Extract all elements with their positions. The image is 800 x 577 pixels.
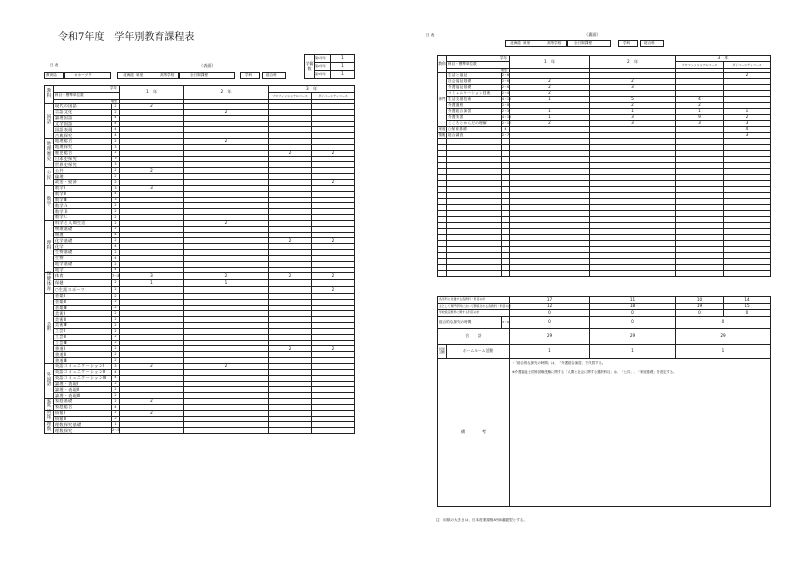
units-y3b: 1 [724, 109, 771, 115]
subject-name: 数学Ⅱ [54, 191, 112, 197]
curriculum-table-back [437, 55, 771, 277]
col-kyoka: 教科 [45, 86, 54, 104]
category-cell: 地理歴史 [45, 139, 54, 168]
standard-units: 2〜8 [502, 102, 510, 107]
subject-name: 地理総合 [54, 139, 112, 145]
subject-name: 音楽Ⅲ [54, 305, 112, 311]
units-y3a [269, 280, 312, 287]
subject-name: 論理・表現Ⅱ [54, 387, 112, 393]
standard-units: 2 [112, 150, 120, 156]
gakusei-row-value: 1 [331, 63, 355, 71]
subject-name: 総合調査 [447, 133, 502, 139]
units-y3a: 9 [676, 115, 724, 121]
units-y1: 2 [120, 104, 184, 110]
sogo-y3: 0 [676, 316, 771, 328]
subject-name: 英語コミュニケーションⅢ [54, 375, 112, 381]
col-kanji: 類型 [54, 100, 120, 104]
standard-units: 3 [112, 197, 120, 203]
units-y3b: 2 [312, 238, 355, 244]
sogo-std: 3〜6 [502, 316, 510, 328]
units-y2: 2 [184, 139, 269, 145]
units-y2: 3 [590, 115, 676, 121]
standard-units: 4 [112, 127, 120, 133]
subject-name: 美術Ⅲ [54, 323, 112, 329]
label-nichi: 日 表 [50, 63, 59, 67]
standard-units: 3 [112, 185, 120, 191]
total-y3b: 15 [724, 303, 771, 310]
category-cell: 家庭 [438, 126, 446, 131]
standard-units: 3 [112, 363, 120, 369]
standard-units: 2 [112, 238, 120, 244]
units-y3b: 3 [724, 133, 771, 139]
label-ura: （裏面） [584, 32, 601, 37]
subject-name: 理数探究基礎 [54, 422, 112, 428]
sogo-y2: 0 [590, 316, 676, 328]
subject-name: 社会福祉基礎 [447, 79, 502, 85]
subject-name: 生活支援技術 [447, 97, 502, 103]
category-cell: 家庭 [45, 399, 54, 411]
subject-row [45, 287, 355, 294]
units-y3a: 1 [676, 109, 724, 115]
subject-name: 生活と福祉 [447, 73, 502, 79]
units-y1 [120, 287, 184, 294]
subject-name: 化学 [54, 244, 112, 250]
units-y3a: 4 [676, 97, 724, 103]
units-y3a: 2 [269, 273, 312, 280]
subject-name: 数学Ⅰ [54, 185, 112, 191]
standard-units: 2 [112, 334, 120, 340]
subject-name: 科学と人間生活 [54, 220, 112, 226]
label-omote: （表面） [199, 63, 216, 68]
subject-name: 家庭総合 [54, 404, 112, 410]
units-y3a [269, 287, 312, 294]
standard-units: 2 [112, 358, 120, 364]
category-cell: 外国語 [45, 363, 54, 398]
standard-units: 1 [112, 422, 120, 428]
subject-name: 数学Ｃ [54, 215, 112, 221]
total-y3a: 10 [676, 297, 724, 304]
standard-units: 7〜8 [112, 273, 120, 280]
subject-name: 書道Ⅲ [54, 358, 112, 364]
standard-units: 2〜4 [502, 90, 510, 95]
gokei-y3: 29 [676, 328, 771, 344]
standard-units: 4 [112, 121, 120, 127]
subject-name: 現代の国語 [54, 104, 112, 110]
subject-name: 文学国語 [54, 121, 112, 127]
standard-units: 4 [112, 232, 120, 238]
units-y1: 2 [510, 79, 590, 85]
standard-units: 2〜3 [502, 108, 510, 113]
standard-units: 4 [112, 191, 120, 197]
standard-units: 3 [112, 162, 120, 168]
header-year2: 2 年 [184, 86, 269, 100]
standard-units: 2 [112, 139, 120, 145]
sogo-label: 総合的な探究の時間 [438, 316, 502, 328]
standard-units: 2〜12 [502, 120, 511, 125]
subject-name: 地学 [54, 267, 112, 273]
header-course-a: プロフェッショナルコース [269, 93, 312, 100]
units-y3b: 2 [312, 346, 355, 352]
standard-units: 2 [112, 168, 120, 174]
gakusei-row-value: 1 [331, 71, 355, 79]
subject-name: 地理探究 [54, 144, 112, 150]
standard-units: 2 [112, 317, 120, 323]
col-kanji-back: 類型 [447, 69, 510, 73]
back-sheet [402, 0, 800, 577]
course-value-back: 全日制課程 [574, 41, 592, 45]
subject-name: 保健 [54, 280, 112, 287]
standard-units: 2 [112, 352, 120, 358]
subject-name: 数学Ｂ [54, 209, 112, 215]
standard-units: 2 [112, 203, 120, 209]
subject-name: 言語文化 [54, 109, 112, 115]
subject-name: ○生涯スポーツ [54, 287, 112, 294]
units-y1: 2 [120, 363, 184, 369]
units-y1: 2 [120, 399, 184, 405]
units-y1: 2 [510, 121, 590, 127]
subject-name: 生物基礎 [54, 250, 112, 256]
category-cell: 国語 [45, 104, 54, 139]
biko-notes [510, 358, 771, 506]
units-y2 [184, 428, 269, 434]
total-y1: 0 [510, 310, 590, 317]
subject-name: 家庭基礎 [54, 399, 112, 405]
units-y2: 2 [184, 220, 269, 226]
standard-units: 2 [112, 346, 120, 352]
subject-name: コミュニケーション技術 [447, 91, 502, 97]
units-y3b: 2 [312, 287, 355, 294]
col-gakunen-back: 学年 [447, 56, 510, 62]
document-title: 令和7年度 学年別教育課程表 [58, 32, 195, 43]
standard-units: 4 [112, 375, 120, 381]
label-nichi-back: 日 表 [426, 33, 435, 37]
units-y2: 5 [590, 97, 676, 103]
units-y1: 1 [510, 109, 590, 115]
header-course-a-back: プロフェッショナルコース [676, 62, 724, 69]
standard-units: 2 [112, 311, 120, 317]
gokei-label: 合 計 [438, 328, 510, 344]
header-course-b-back: ダイバーシティコース [724, 62, 771, 69]
category-cell: 理数 [45, 422, 54, 434]
total-label: 各学科に共通する各教科・科目の計 [438, 297, 510, 304]
note-1: ・「総合的な探究の時間」は、「介護総合演習」で代替する。 [512, 360, 606, 365]
biko-label: 備 考 [438, 358, 510, 506]
units-y3b: 2 [312, 179, 355, 185]
subject-name: 化学基礎 [54, 238, 112, 244]
note-2: ※介護福祉士国家試験受験に関する「人間と社会に関する選択科目」は、「公共」、「家庭基礎」を設定する。 [512, 369, 677, 374]
units-y2: 2 [184, 273, 269, 280]
total-y2: 0 [590, 310, 676, 317]
subject-name: 書道Ⅰ [54, 346, 112, 352]
units-y3a [269, 428, 312, 434]
standard-units: 2 [112, 399, 120, 405]
category-cell: 専門 [438, 73, 447, 127]
hr-y2: 1 [590, 344, 676, 358]
subject-name: 政治・経済 [54, 179, 112, 185]
gokei-y2: 29 [590, 328, 676, 344]
tokubetsu-label: 特別活動 [438, 344, 447, 358]
total-y3b: 0 [724, 310, 771, 317]
subject-name: 体育 [54, 273, 112, 280]
units-y2: 2 [184, 109, 269, 115]
standard-units: 2 [112, 104, 120, 110]
prefecture-value-back: 斜里 [523, 41, 531, 45]
standard-units: 2 [112, 250, 120, 256]
subject-name: 論理・表現Ⅲ [54, 393, 112, 399]
category-cell: 公民 [45, 168, 54, 186]
standard-units: 2 [112, 209, 120, 215]
standard-units: 2 [112, 293, 120, 299]
hr-row [438, 344, 771, 358]
standard-units: 4 [112, 255, 120, 261]
prefecture-label-back: 北海道 [510, 41, 521, 45]
units-y1: 3 [120, 273, 184, 280]
units-y2 [184, 287, 269, 294]
gakusei-row-label: 第2学年 [315, 63, 331, 71]
units-y3b: 3 [724, 121, 771, 127]
standard-units: 2 [112, 215, 120, 221]
subject-name: 書道Ⅱ [54, 352, 112, 358]
subject-name: 情報Ⅰ [54, 410, 112, 416]
col-gakunen: 学年 [54, 86, 120, 93]
subject-name: 歴史総合 [54, 150, 112, 156]
subject-name: 工芸Ⅲ [54, 340, 112, 346]
subject-name: 物理基礎 [54, 226, 112, 232]
gokei-row [438, 328, 771, 344]
footer-note: 注 用紙の大きさは、日本産業規格A列4番縦型とする。 [436, 518, 527, 522]
subject-name: 世界史探究 [54, 162, 112, 168]
standard-units: 2 [112, 261, 120, 267]
subject-name: ○保育基礎 [447, 127, 502, 133]
standard-units: 2 [112, 416, 120, 422]
standard-units: 2 [112, 387, 120, 393]
standard-units: 2 [112, 179, 120, 185]
units-y2: 2 [184, 363, 269, 369]
standard-units: 4〜16 [502, 114, 511, 119]
header-year3-back: 3 年 [676, 56, 771, 62]
kyoikuka-value: オホーツク [74, 73, 92, 77]
standard-units: 2 [112, 226, 120, 232]
units-y3a: 3 [676, 121, 724, 127]
prefecture-label: 北海道 [123, 73, 134, 77]
col-kamoku: 科目・標準単位数 [54, 93, 120, 100]
units-y3b: 2 [724, 73, 771, 79]
units-y3b: 2 [312, 273, 355, 280]
blank-row [438, 271, 771, 277]
prefecture-value: 斜里 [136, 73, 144, 77]
standard-units: 4 [112, 115, 120, 121]
school-value-back: 高等学校 [547, 41, 562, 45]
sogo-row [438, 316, 771, 328]
units-y1: 1 [120, 280, 184, 287]
gakusei-label: 学籍数 [305, 55, 315, 79]
units-y2: 3 [590, 85, 676, 91]
subject-name: 介護福祉基礎 [447, 85, 502, 91]
units-y3b [312, 280, 355, 287]
kyoikuka-label: 教育局 [46, 73, 57, 77]
gakusei-row-label: 第3学年 [315, 71, 331, 79]
curriculum-table-front [44, 85, 355, 434]
subject-name: 工芸Ⅱ [54, 334, 112, 340]
standard-units: 3 [112, 156, 120, 162]
total-label: 主として専門学科において開設される各教科・科目の計 [439, 303, 512, 308]
gakka-label-back: 学科 [623, 41, 631, 45]
standard-units: 2〜6 [502, 78, 510, 83]
standard-units: 2 [112, 393, 120, 399]
standard-units: 2 [112, 299, 120, 305]
total-y2: 11 [590, 297, 676, 304]
header-year3: 3 年 [269, 86, 355, 93]
subject-name: 国語表現 [54, 127, 112, 133]
standard-units: 2 [112, 340, 120, 346]
subject-name: 介護過程 [447, 103, 502, 109]
header-year1: 1 年 [120, 86, 184, 100]
category-cell: 芸術 [45, 293, 54, 363]
units-y3b: 2 [724, 115, 771, 121]
category-cell: 数学 [45, 185, 54, 220]
gakusei-table [304, 54, 355, 79]
gakusei-row-label: 第1学年 [315, 55, 331, 63]
subject-name: 情報Ⅱ [54, 416, 112, 422]
standard-units: 4 [112, 267, 120, 273]
units-y3b: 4 [724, 127, 771, 133]
subject-row [45, 280, 355, 287]
gakka-value-back: 総合科 [644, 41, 655, 45]
subject-name: 理数探究 [54, 428, 112, 434]
total-y1: 17 [510, 297, 590, 304]
units-y3a: 2 [269, 238, 312, 244]
gakka-label: 学科 [245, 73, 253, 77]
standard-units: 2〜5 [112, 427, 120, 432]
gakusei-row-value: 1 [331, 55, 355, 63]
subject-name: 英語コミュニケーションⅠ [54, 363, 112, 369]
header-course-b: ダイバーシティコース [312, 93, 355, 100]
standard-units: 2 [112, 174, 120, 180]
standard-units: 4〜10 [502, 96, 511, 101]
category-cell: 理科 [45, 220, 54, 273]
subject-name: 地学基礎 [54, 261, 112, 267]
subject-name: 美術Ⅱ [54, 317, 112, 323]
school-value: 高等学校 [160, 73, 175, 77]
hr-label: ホームルーム活動 [447, 344, 510, 358]
subject-name: 数学Ａ [54, 203, 112, 209]
units-y2: 2 [590, 79, 676, 85]
standard-units: 2〜7 [502, 132, 510, 137]
subject-name: 英語コミュニケーションⅡ [54, 369, 112, 375]
standard-units: 2 [112, 280, 120, 287]
subject-row [45, 428, 355, 434]
units-y1: 2 [120, 168, 184, 174]
units-y1: 2 [510, 85, 590, 91]
gakka-value: 総合科 [266, 73, 277, 77]
total-y1: 12 [510, 303, 590, 310]
units-y3b: 2 [312, 150, 355, 156]
subject-name: 物理 [54, 232, 112, 238]
standard-units: 4 [112, 244, 120, 250]
hr-y1: 1 [510, 344, 590, 358]
standard-units: 2〜6 [502, 72, 510, 77]
category-cell: 情報 [45, 410, 54, 422]
gokei-y1: 29 [510, 328, 590, 344]
standard-units: 2〜6 [502, 84, 510, 89]
col-kamoku-back: 科目・標準単位数 [447, 62, 510, 69]
units-y2: 2 [590, 103, 676, 109]
standard-units: 3 [112, 144, 120, 150]
subject-name: 工芸Ⅰ [54, 328, 112, 334]
total-y3b: 14 [724, 297, 771, 304]
subject-name: 生物 [54, 255, 112, 261]
units-y3b [312, 428, 355, 434]
category-cell: 保健体育 [45, 273, 54, 293]
total-label: 学校設定教科に関する科目の計 [438, 310, 510, 317]
total-y2: 18 [590, 303, 676, 310]
units-y1: 1 [510, 115, 590, 121]
subject-name: 公共 [54, 168, 112, 174]
header-year2-back: 2 年 [590, 56, 676, 69]
units-y1: 3 [120, 185, 184, 191]
course-value: 全日制課程 [190, 73, 208, 77]
units-y3a: 2 [269, 346, 312, 352]
standard-units: 2 [112, 410, 120, 416]
subject-name: 古典探究 [54, 133, 112, 139]
subject-name: 論理国語 [54, 115, 112, 121]
hr-y3: 1 [676, 344, 771, 358]
subject-name: 音楽Ⅰ [54, 293, 112, 299]
subject-name: 数学Ⅲ [54, 197, 112, 203]
subject-name: 美術Ⅰ [54, 311, 112, 317]
standard-units: 4 [112, 369, 120, 375]
units-y2: 3 [590, 121, 676, 127]
subject-row [45, 273, 355, 280]
units-y3a: 2 [269, 150, 312, 156]
units-y1: 1 [510, 97, 590, 103]
subject-name: 日本史探究 [54, 156, 112, 162]
standard-units: 4 [502, 127, 510, 133]
standard-units: 4 [112, 133, 120, 139]
subject-name: 音楽Ⅱ [54, 299, 112, 305]
subject-name: 倫理 [54, 174, 112, 180]
units-y1: 2 [120, 410, 184, 416]
col-kyoka-back: 教科 [438, 56, 447, 73]
standard-units: 2 [112, 287, 120, 294]
standard-units: 2 [112, 323, 120, 329]
subject-name: 介護総合演習 [447, 109, 502, 115]
units-y1: 2 [510, 91, 590, 97]
total-y3a: 19 [676, 303, 724, 310]
subject-name: 介護実習 [447, 115, 502, 121]
totals-table [437, 296, 771, 507]
standard-units: 2 [112, 328, 120, 334]
total-y3a: 0 [676, 310, 724, 317]
standard-units: 2 [112, 305, 120, 311]
subject-name: こころとからだの理解 [447, 121, 502, 127]
standard-units: 2 [112, 109, 120, 115]
units-y2: 1 [184, 280, 269, 287]
standard-units: 2 [112, 220, 120, 226]
sogo-y1: 0 [510, 316, 590, 328]
category-cell: 情報 [438, 132, 446, 137]
header-year1-back: 1 年 [510, 56, 590, 69]
subject-name: 論理・表現Ⅰ [54, 381, 112, 387]
units-y2: 1 [590, 109, 676, 115]
standard-units: 2 [112, 381, 120, 387]
units-y1 [120, 428, 184, 434]
standard-units: 4 [112, 404, 120, 410]
biko-row [438, 358, 771, 506]
units-y3a: 2 [676, 103, 724, 109]
